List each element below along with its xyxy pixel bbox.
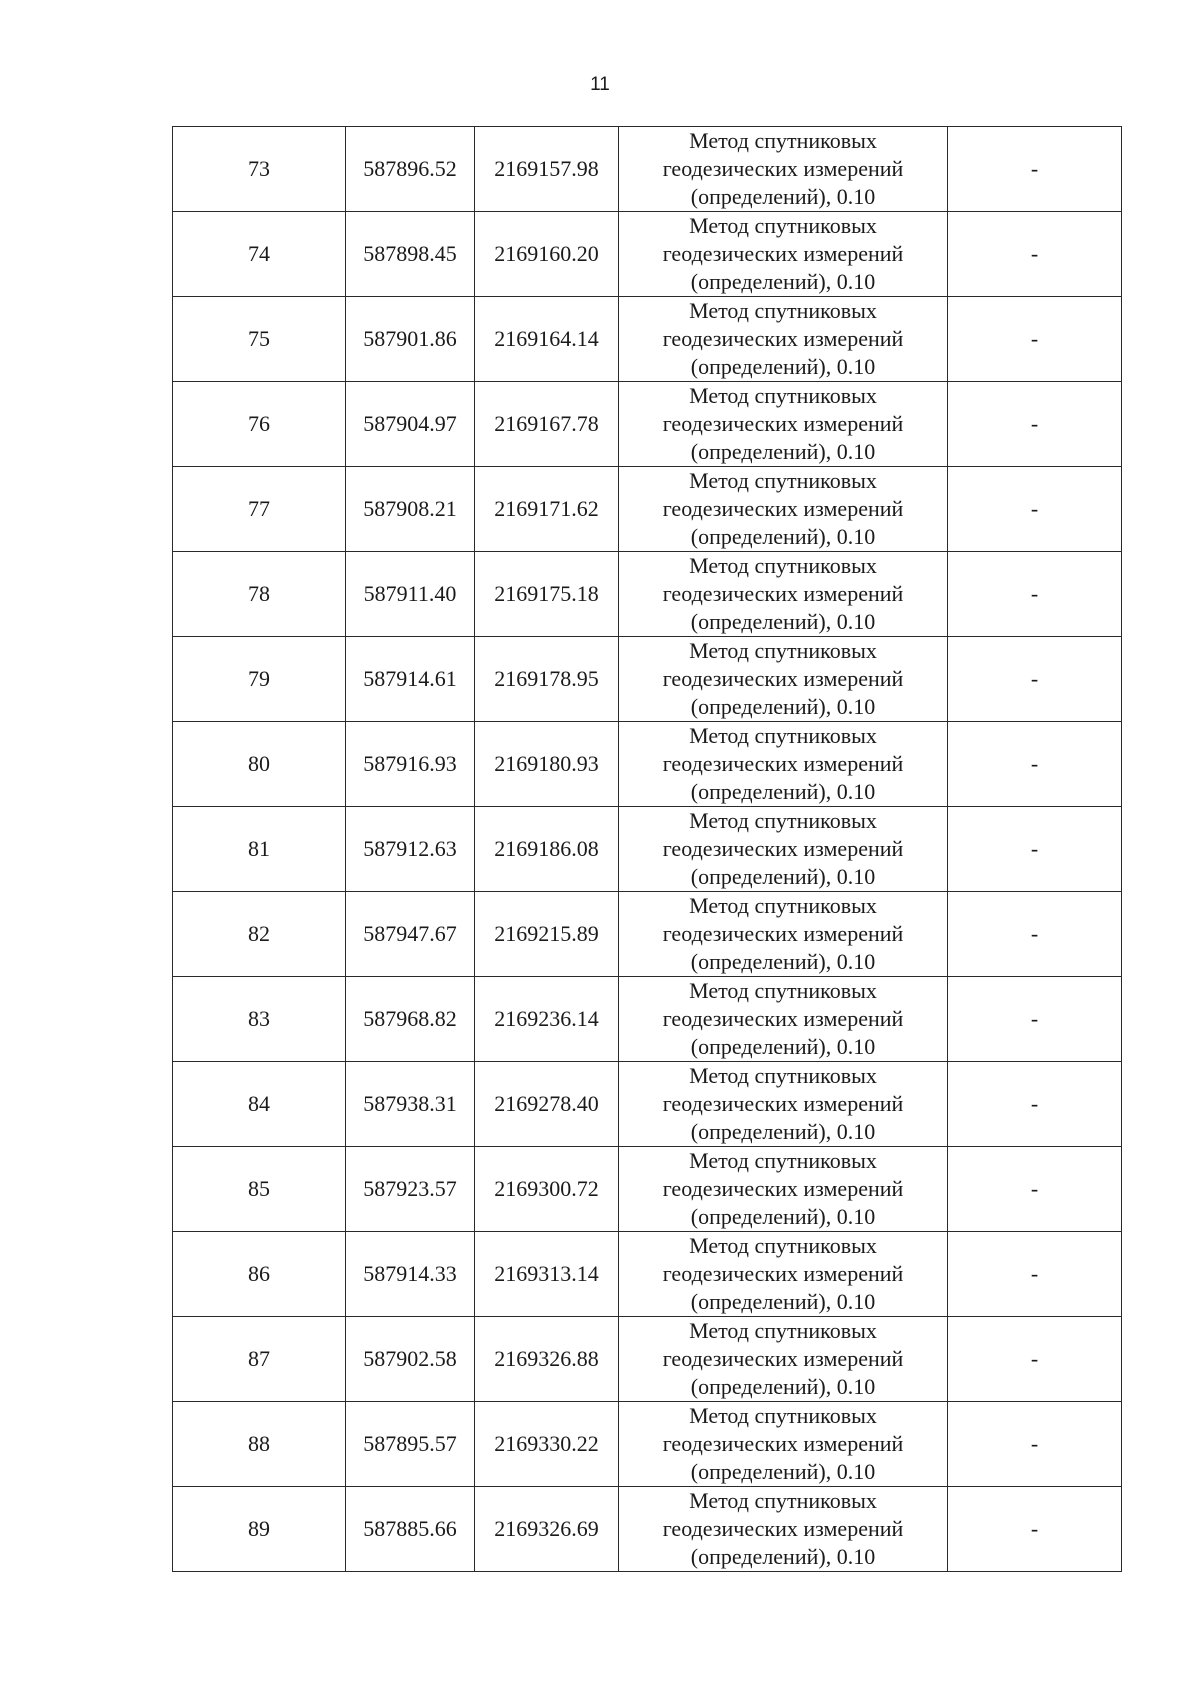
coordinate-x: 587916.93 <box>346 722 475 807</box>
point-number: 79 <box>173 637 346 722</box>
coordinates-table <box>172 126 1122 1572</box>
table-row <box>173 467 1122 552</box>
method-cell <box>619 892 948 977</box>
coordinate-x: 587923.57 <box>346 1147 475 1232</box>
method-text: Метод спутниковых геодезических измерений (определений), 0.10 <box>662 808 904 889</box>
coordinate-x: 587908.21 <box>346 467 475 552</box>
coordinates-table-body <box>173 127 1122 1572</box>
method-cell <box>619 127 948 212</box>
method-text: Метод спутниковых геодезических измерений (определений), 0.10 <box>662 893 904 974</box>
note-cell: - <box>948 807 1122 892</box>
table-row <box>173 892 1122 977</box>
point-number: 89 <box>173 1487 346 1572</box>
table-row <box>173 1232 1122 1317</box>
coordinate-x: 587912.63 <box>346 807 475 892</box>
point-number: 81 <box>173 807 346 892</box>
method-cell <box>619 807 948 892</box>
method-text: Метод спутниковых геодезических измерений (определений), 0.10 <box>662 1403 904 1484</box>
point-number: 75 <box>173 297 346 382</box>
page-number: 11 <box>590 74 610 95</box>
method-text: Метод спутниковых геодезических измерений (определений), 0.10 <box>662 1148 904 1229</box>
point-number: 74 <box>173 212 346 297</box>
note-cell: - <box>948 552 1122 637</box>
coordinate-y: 2169167.78 <box>475 382 619 467</box>
coordinate-y: 2169175.18 <box>475 552 619 637</box>
coordinate-x: 587885.66 <box>346 1487 475 1572</box>
method-text: Метод спутниковых геодезических измерений (определений), 0.10 <box>662 383 904 464</box>
note-cell: - <box>948 637 1122 722</box>
coordinate-x: 587914.33 <box>346 1232 475 1317</box>
method-text: Метод спутниковых геодезических измерений (определений), 0.10 <box>662 298 904 379</box>
coordinate-y: 2169157.98 <box>475 127 619 212</box>
method-cell <box>619 1487 948 1572</box>
table-row <box>173 1147 1122 1232</box>
method-text: Метод спутниковых геодезических измерений (определений), 0.10 <box>662 723 904 804</box>
coordinate-y: 2169180.93 <box>475 722 619 807</box>
point-number: 76 <box>173 382 346 467</box>
method-cell <box>619 1402 948 1487</box>
coordinate-x: 587901.86 <box>346 297 475 382</box>
method-cell <box>619 977 948 1062</box>
coordinate-y: 2169215.89 <box>475 892 619 977</box>
method-cell <box>619 212 948 297</box>
method-cell <box>619 1317 948 1402</box>
coordinate-y: 2169313.14 <box>475 1232 619 1317</box>
coordinate-y: 2169171.62 <box>475 467 619 552</box>
method-cell <box>619 467 948 552</box>
method-cell <box>619 1232 948 1317</box>
note-cell: - <box>948 382 1122 467</box>
coordinate-x: 587895.57 <box>346 1402 475 1487</box>
note-cell: - <box>948 1402 1122 1487</box>
coordinate-x: 587896.52 <box>346 127 475 212</box>
table-row <box>173 1317 1122 1402</box>
method-text: Метод спутниковых геодезических измерений (определений), 0.10 <box>662 468 904 549</box>
table-row <box>173 722 1122 807</box>
method-cell <box>619 1147 948 1232</box>
point-number: 87 <box>173 1317 346 1402</box>
point-number: 80 <box>173 722 346 807</box>
coordinate-x: 587911.40 <box>346 552 475 637</box>
note-cell: - <box>948 1232 1122 1317</box>
table-row <box>173 1402 1122 1487</box>
method-text: Метод спутниковых геодезических измерений (определений), 0.10 <box>662 553 904 634</box>
point-number: 84 <box>173 1062 346 1147</box>
table-row <box>173 127 1122 212</box>
method-text: Метод спутниковых геодезических измерений (определений), 0.10 <box>662 213 904 294</box>
coordinate-y: 2169178.95 <box>475 637 619 722</box>
coordinate-y: 2169160.20 <box>475 212 619 297</box>
method-cell <box>619 637 948 722</box>
method-cell <box>619 722 948 807</box>
point-number: 86 <box>173 1232 346 1317</box>
table-row <box>173 297 1122 382</box>
note-cell: - <box>948 297 1122 382</box>
note-cell: - <box>948 212 1122 297</box>
point-number: 83 <box>173 977 346 1062</box>
coordinate-x: 587898.45 <box>346 212 475 297</box>
table-row <box>173 977 1122 1062</box>
table-row <box>173 807 1122 892</box>
note-cell: - <box>948 127 1122 212</box>
point-number: 82 <box>173 892 346 977</box>
coordinate-x: 587902.58 <box>346 1317 475 1402</box>
note-cell: - <box>948 467 1122 552</box>
method-text: Метод спутниковых геодезических измерений (определений), 0.10 <box>662 128 904 209</box>
note-cell: - <box>948 722 1122 807</box>
coordinate-y: 2169278.40 <box>475 1062 619 1147</box>
method-cell <box>619 552 948 637</box>
table-row <box>173 382 1122 467</box>
note-cell: - <box>948 892 1122 977</box>
method-cell <box>619 1062 948 1147</box>
coordinate-y: 2169186.08 <box>475 807 619 892</box>
coordinate-x: 587914.61 <box>346 637 475 722</box>
note-cell: - <box>948 1062 1122 1147</box>
coordinate-y: 2169330.22 <box>475 1402 619 1487</box>
coordinate-y: 2169236.14 <box>475 977 619 1062</box>
coordinate-x: 587968.82 <box>346 977 475 1062</box>
coordinate-x: 587904.97 <box>346 382 475 467</box>
table-row <box>173 1487 1122 1572</box>
coordinate-y: 2169326.69 <box>475 1487 619 1572</box>
table-row <box>173 212 1122 297</box>
coordinate-y: 2169326.88 <box>475 1317 619 1402</box>
method-cell <box>619 297 948 382</box>
table-row <box>173 637 1122 722</box>
note-cell: - <box>948 1317 1122 1402</box>
method-text: Метод спутниковых геодезических измерений (определений), 0.10 <box>662 1488 904 1569</box>
point-number: 73 <box>173 127 346 212</box>
point-number: 88 <box>173 1402 346 1487</box>
method-cell <box>619 382 948 467</box>
table-row <box>173 552 1122 637</box>
coordinate-y: 2169300.72 <box>475 1147 619 1232</box>
point-number: 77 <box>173 467 346 552</box>
method-text: Метод спутниковых геодезических измерений (определений), 0.10 <box>662 978 904 1059</box>
table-row <box>173 1062 1122 1147</box>
method-text: Метод спутниковых геодезических измерений (определений), 0.10 <box>662 1233 904 1314</box>
coordinate-x: 587938.31 <box>346 1062 475 1147</box>
point-number: 85 <box>173 1147 346 1232</box>
method-text: Метод спутниковых геодезических измерений (определений), 0.10 <box>662 1063 904 1144</box>
coordinate-x: 587947.67 <box>346 892 475 977</box>
coordinate-y: 2169164.14 <box>475 297 619 382</box>
note-cell: - <box>948 977 1122 1062</box>
note-cell: - <box>948 1487 1122 1572</box>
point-number: 78 <box>173 552 346 637</box>
note-cell: - <box>948 1147 1122 1232</box>
method-text: Метод спутниковых геодезических измерений (определений), 0.10 <box>662 1318 904 1399</box>
method-text: Метод спутниковых геодезических измерений (определений), 0.10 <box>662 638 904 719</box>
